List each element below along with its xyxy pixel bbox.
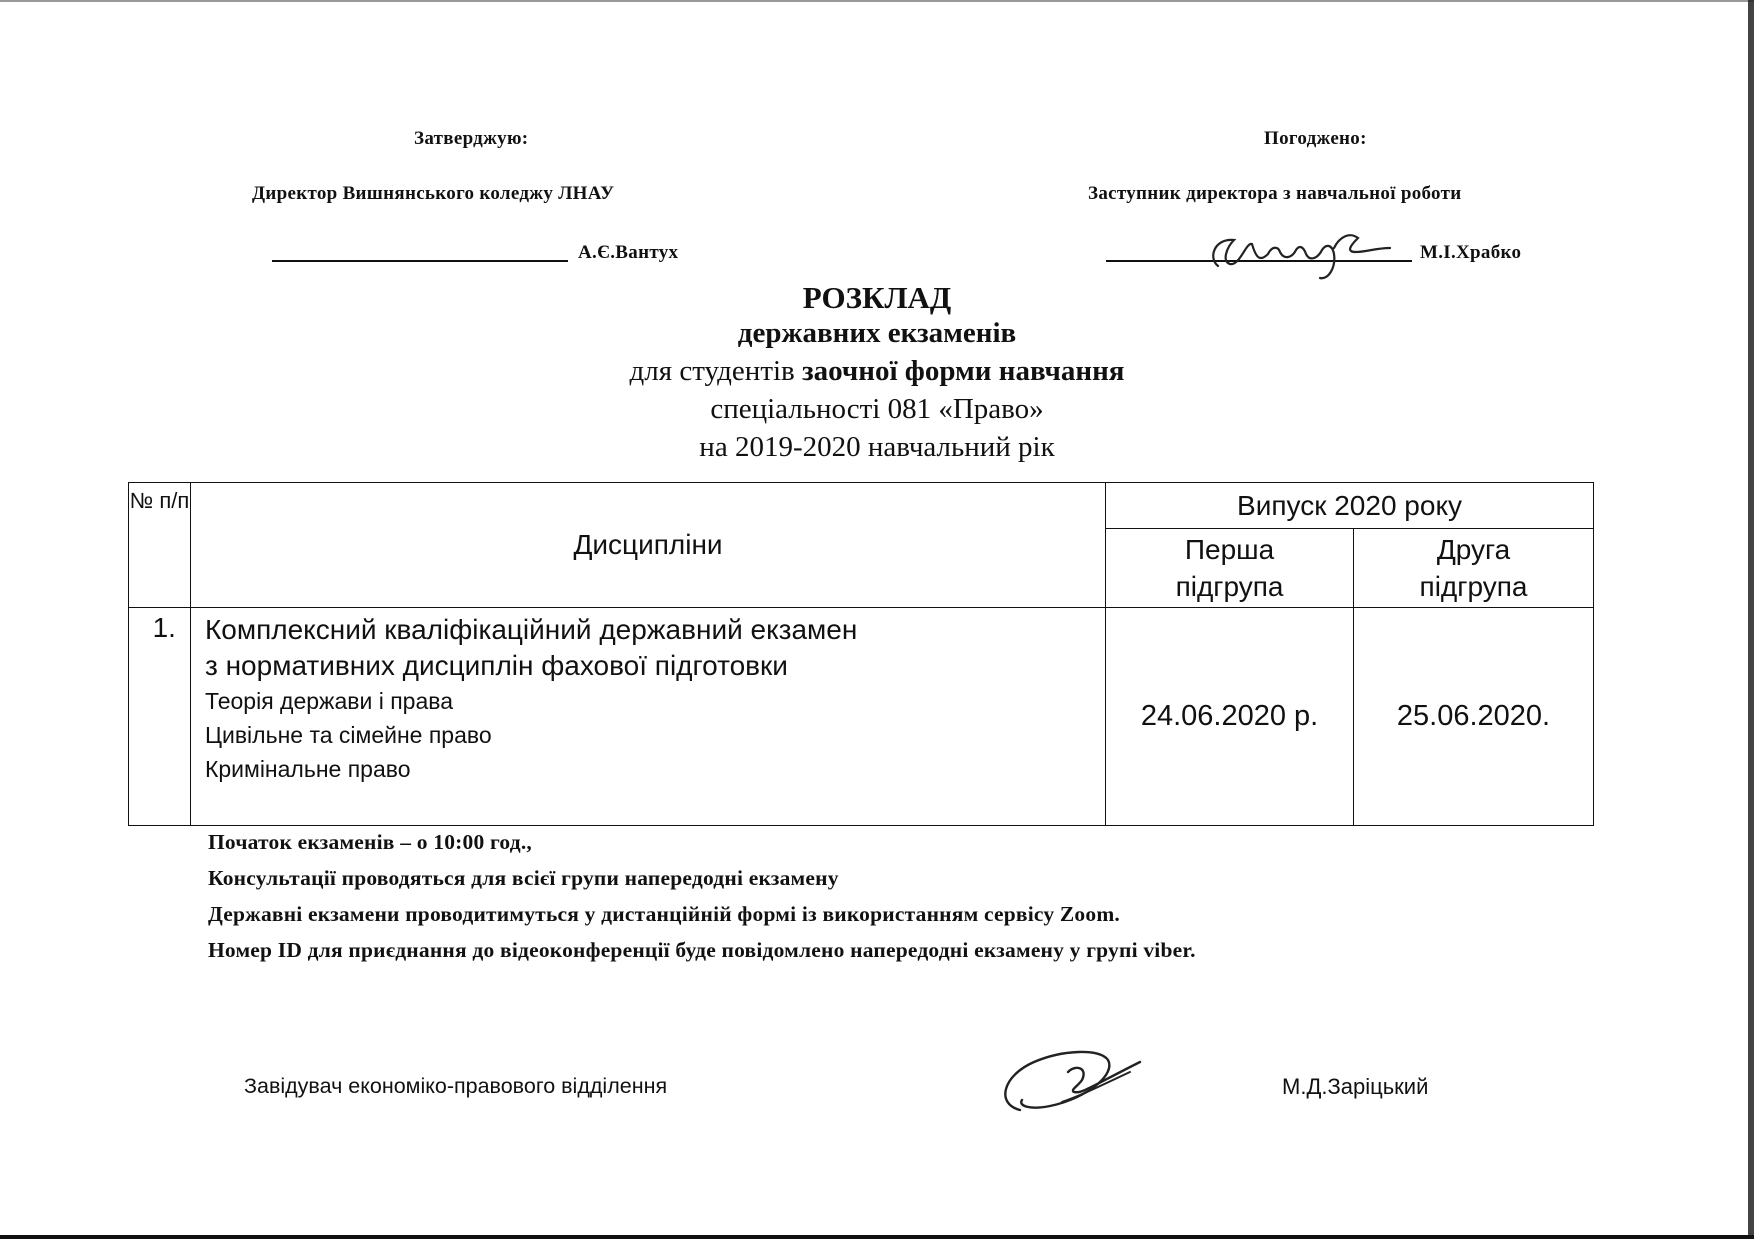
table-row — [129, 608, 1594, 826]
agreed-name: М.І.Храбко — [1420, 242, 1522, 263]
approval-position: Директор Вишнянського коледжу ЛНАУ — [252, 183, 615, 204]
date-group1: 24.06.2020 р. — [1106, 608, 1354, 826]
header-group2: Друга підгрупа — [1354, 529, 1594, 608]
header-group1: Перша підгрупа — [1106, 529, 1354, 608]
note-zoom: Державні екзамени проводитимуться у дистанційній формі із використанням сервісу Zoom. — [208, 902, 1121, 926]
title-students-prefix: для студентів — [629, 355, 802, 387]
date-group2: 25.06.2020. — [1354, 608, 1594, 826]
header-release: Випуск 2020 року — [1106, 483, 1594, 529]
title-students-form: заочної форми навчання — [802, 355, 1125, 387]
exam-title-line2: з нормативних дисциплін фахової підготовки — [204, 650, 788, 681]
subject-item: Кримінальне право — [204, 756, 411, 782]
scan-right-edge — [1748, 0, 1754, 1239]
title-specialty: спеціальності 081 «Право» — [710, 393, 1044, 425]
footer-position: Завідувач економіко-правового відділення — [244, 1074, 668, 1098]
note-consultations: Консультації проводяться для всієї групи напередодні екзамену — [208, 866, 839, 890]
approval-signature-line — [272, 260, 568, 262]
scan-bottom-edge — [0, 1235, 1754, 1239]
approval-name: А.Є.Вантух — [578, 242, 679, 263]
row-number: 1. — [129, 608, 191, 826]
title-main: РОЗКЛАД — [802, 280, 952, 315]
agreed-label: Погоджено: — [1264, 128, 1367, 149]
table-header-row — [129, 483, 1594, 529]
footer-signature — [990, 1040, 1160, 1130]
note-start-time: Початок екзаменів – о 10:00 год., — [208, 830, 532, 854]
row-discipline — [190, 608, 1105, 826]
exam-title-line1: Комплексний кваліфікаційний державний екзамен — [204, 614, 858, 645]
title-exams: державних екзаменів — [737, 317, 1017, 349]
title-students — [0, 355, 1754, 388]
agreed-signature — [1200, 218, 1420, 288]
subject-item: Цивільне та сімейне право — [204, 722, 492, 748]
footer-name: М.Д.Заріцький — [1282, 1074, 1429, 1099]
header-disciplines: Дисципліни — [190, 483, 1105, 608]
header-number: № п/п — [129, 483, 191, 608]
title-year: на 2019-2020 навчальний рік — [699, 431, 1055, 463]
scan-top-edge — [0, 0, 1754, 2]
agreed-position: Заступник директора з навчальної роботи — [1088, 183, 1462, 204]
subject-item: Теорія держави і права — [204, 688, 453, 714]
approval-label: Затверджую: — [414, 128, 529, 149]
note-viber-id: Номер ID для приєднання до відеоконференції буде повідомлено напередодні екзамену у групі viber. — [208, 938, 1196, 962]
schedule-table — [128, 482, 1594, 826]
